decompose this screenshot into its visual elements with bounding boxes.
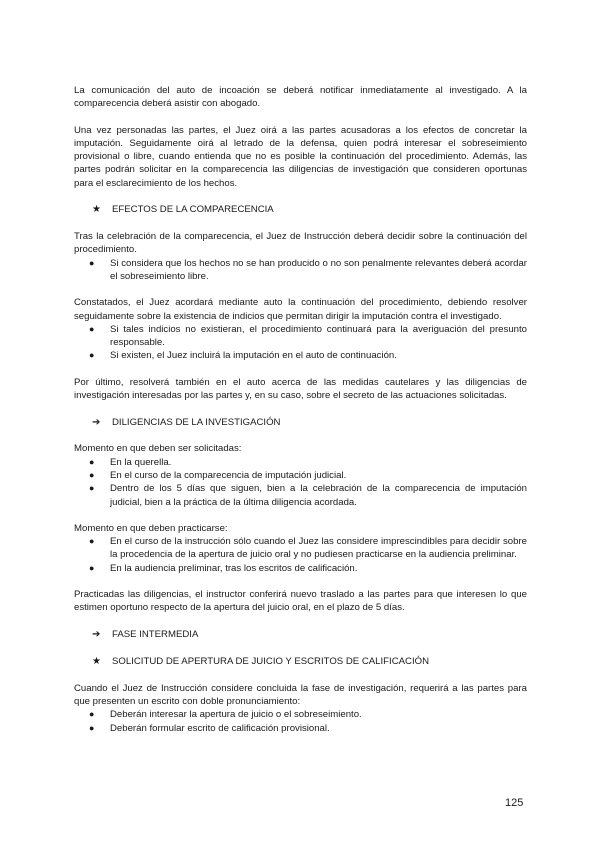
paragraph-celebracion: Tras la celebración de la comparecencia, el Juez de Instrucción deberá decidir sobre la continuación del procedimiento.	[74, 231, 527, 256]
list-item: ● Deberán formular escrito de calificación provisional.	[89, 722, 330, 734]
paragraph-solicitadas: Momento en que deben ser solicitadas:	[74, 443, 242, 455]
bullet-icon: ●	[89, 483, 95, 494]
heading-text: FASE INTERMEDIA	[112, 628, 199, 640]
bullet-list-sobreseimiento	[74, 257, 527, 284]
heading-text: SOLICITUD DE APERTURA DE JUICIO Y ESCRITOS DE CALIFICACIÓN	[112, 655, 430, 667]
list-item: ● Si existen, el Juez incluirá la imputación en el auto de continuación.	[89, 350, 397, 362]
heading-text: EFECTOS DE LA COMPARECENCIA	[112, 204, 274, 216]
bullet-list-solicitadas	[74, 456, 527, 509]
arrow-icon: ➔	[92, 416, 101, 428]
heading-diligencias-investigacion	[92, 415, 527, 429]
paragraph-constatados: Constatados, el Juez acordará mediante auto la continuación del procedimiento, debiendo resolver seguidamente sobre la existencia de indicios que permitan dirigir la imputación contra el investigado.	[74, 297, 527, 322]
paragraph-por-ultimo: Por último, resolverá también en el auto acerca de las medidas cautelares y las diligencias de investigación interesadas por las partes y, en su caso, sobre el secreto de las actuaciones solicitadas.	[74, 376, 527, 402]
paragraph-practicadas: Practicadas las diligencias, el instructor conferirá nuevo traslado a las partes para que interesen lo que estimen oportuno respecto de la apertura del juicio oral, en el plazo de 5 días.	[74, 589, 527, 614]
list-item: ● En el curso de la instrucción sólo cuando el Juez las considere imprescindibles para decidir sobre la procedencia de la apertura de juicio oral y no pudiesen practicarse en la audiencia preliminar.	[89, 536, 527, 561]
arrow-icon: ➔	[92, 628, 101, 640]
bullet-icon: ●	[89, 536, 95, 547]
bullet-list-practicarse	[74, 535, 527, 575]
paragraph-notificacion: La comunicación del auto de incoación se deberá notificar inmediatamente al investigado. A la comparecencia deberá asistir con abogado.	[74, 85, 527, 110]
paragraph-practicarse: Momento en que deben practicarse:	[74, 522, 228, 534]
bullet-list-pronunciamiento	[74, 708, 527, 735]
list-item: ● En la querella.	[89, 456, 172, 468]
bullet-icon: ●	[89, 456, 95, 467]
heading-text: DILIGENCIAS DE LA INVESTIGACIÓN	[112, 416, 281, 428]
paragraph-concluida: Cuando el Juez de Instrucción considere concluida la fase de investigación, requerirá a las partes para que presenten un escrito con doble pronunciamiento:	[74, 682, 527, 707]
paragraph-personadas: Una vez personadas las partes, el Juez oirá a las partes acusadoras a los efectos de concretar la imputación. Seguidamente oirá al letrado de la defensa, quien podrá interesar el sobreseimiento provisional o libre, cuando entienda que no es posible la continuación del procedimiento. Además, las partes podrán solicitar en la comparecencia las diligencias de investigación que consideren oportunas para el esclarecimiento de los hechos.	[74, 124, 527, 189]
star-icon: ★	[92, 204, 101, 216]
heading-efectos-comparecencia	[92, 203, 527, 217]
bullet-icon: ●	[89, 323, 95, 334]
bullet-icon: ●	[89, 257, 95, 268]
bullet-icon: ●	[89, 350, 95, 361]
star-icon: ★	[92, 655, 101, 667]
bullet-icon: ●	[89, 709, 95, 720]
list-item: ● En la audiencia preliminar, tras los escritos de calificación.	[89, 562, 358, 574]
document-body	[74, 84, 527, 735]
page-number: 125	[505, 797, 524, 809]
list-item: ● Dentro de los 5 días que siguen, bien a la celebración de la comparecencia de imputación judicial, bien a la práctica de la última diligencia acordada.	[89, 483, 527, 508]
list-item: ● Si tales indicios no existieran, el procedimiento continuará para la averiguación del presunto responsable.	[89, 323, 527, 349]
bullet-list-indicios	[74, 323, 527, 363]
bullet-icon: ●	[89, 562, 95, 573]
heading-fase-intermedia	[92, 628, 527, 642]
list-item: ● En el curso de la comparecencia de imputación judicial.	[89, 469, 347, 481]
list-item: ● Deberán interesar la apertura de juicio o el sobreseimiento.	[89, 709, 362, 721]
bullet-icon: ●	[89, 469, 95, 480]
list-item: ● Si considera que los hechos no se han producido o no son penalmente relevantes deberá acordar el sobreseimiento libre.	[89, 257, 527, 282]
heading-solicitud-apertura	[92, 655, 527, 669]
bullet-icon: ●	[89, 722, 95, 733]
